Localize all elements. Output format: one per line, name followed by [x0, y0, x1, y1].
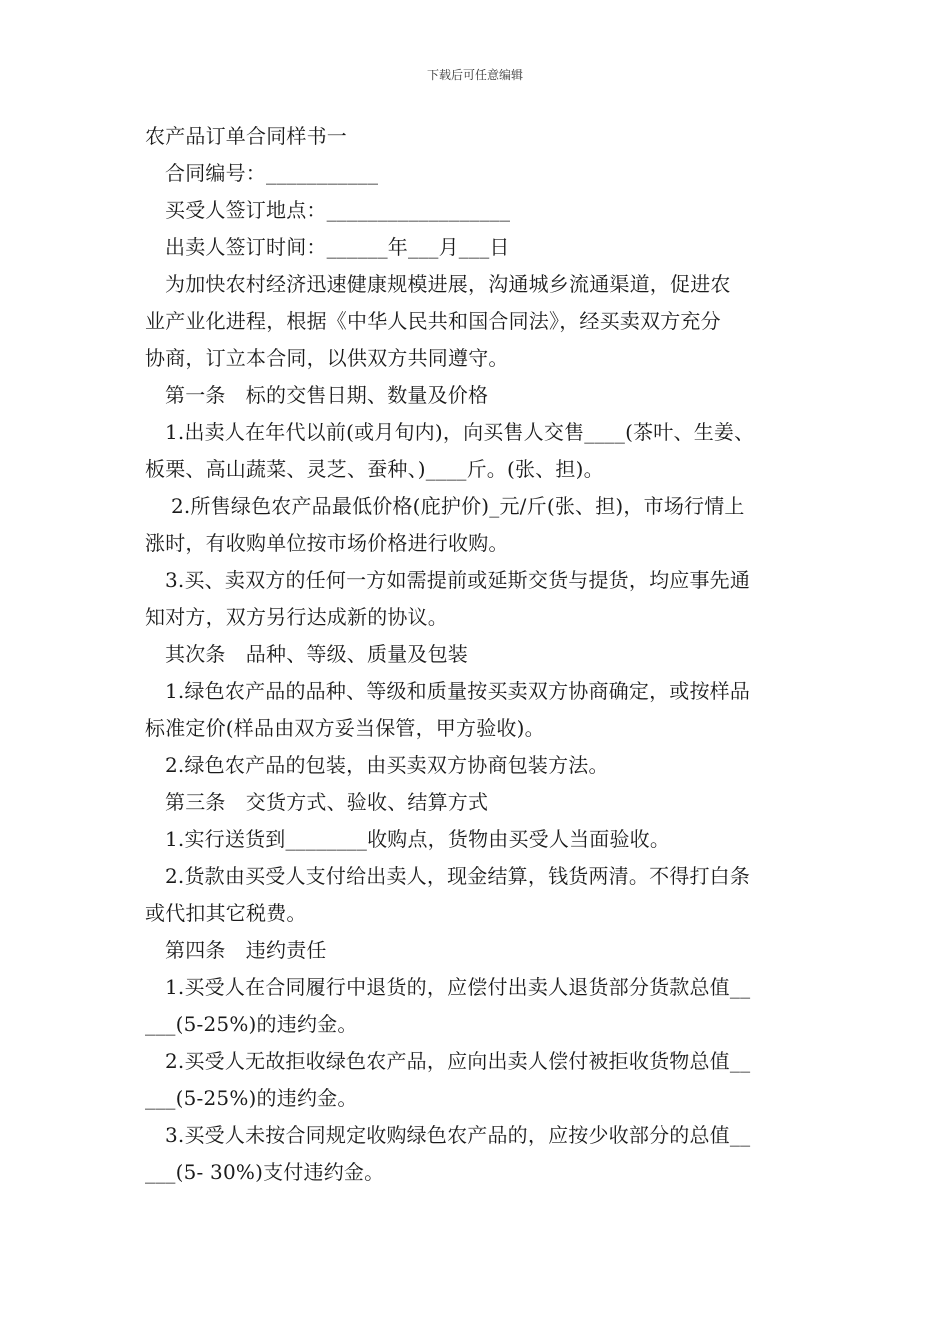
- clause-line: 1.绿色农产品的品种、等级和质量按买卖双方协商确定，或按样品: [165, 679, 751, 703]
- clause-line: 2.绿色农产品的包装，由买卖双方协商包装方法。: [165, 753, 609, 777]
- clause-line: 板栗、高山蔬菜、灵芝、蚕种、)____斤。(张、担)。: [145, 457, 604, 481]
- contract-number-line: 合同编号：___________: [165, 161, 379, 185]
- clause-line: 1.实行送货到________收购点，货物由买受人当面验收。: [165, 827, 671, 851]
- article-heading: 第三条 交货方式、验收、结算方式: [165, 790, 489, 814]
- clause-line: ___(5-25%)的违约金。: [145, 1012, 358, 1036]
- clause-line: 1.出卖人在年代以前(或月旬内)，向买售人交售____(茶叶、生姜、: [165, 420, 755, 444]
- preamble-line: 为加快农村经济迅速健康规模进展，沟通城乡流通渠道，促进农: [165, 272, 731, 296]
- clause-line: 1.买受人在合同履行中退货的，应偿付出卖人退货部分货款总值__: [165, 975, 751, 999]
- clause-line: ___(5- 30%)支付违约金。: [145, 1160, 385, 1184]
- preamble-line: 业产业化进程，根据《中华人民共和国合同法》，经买卖双方充分: [145, 309, 721, 333]
- clause-line: 2.货款由买受人支付给出卖人，现金结算，钱货两清。不得打白条: [165, 864, 751, 888]
- clause-line: 涨时，有收购单位按市场价格进行收购。: [145, 531, 509, 555]
- clause-line: 2.买受人无故拒收绿色农产品，应向出卖人偿付被拒收货物总值__: [165, 1049, 751, 1073]
- clause-line: 知对方，双方另行达成新的协议。: [145, 605, 448, 629]
- article-heading: 第四条 违约责任: [165, 938, 327, 962]
- clause-line: 3.买受人未按合同规定收购绿色农产品的，应按少收部分的总值__: [165, 1123, 751, 1147]
- page-header: 下载后可任意编辑: [426, 68, 523, 82]
- document-title: 农产品订单合同样书一: [145, 124, 347, 148]
- clause-line: 或代扣其它税费。: [145, 901, 307, 925]
- clause-line: 2.所售绿色农产品最低价格(庇护价)_元/斤(张、担)，市场行情上: [171, 494, 745, 518]
- document-body: [145, 118, 810, 1191]
- article-heading: 其次条 品种、等级、质量及包装: [165, 642, 468, 666]
- preamble-line: 协商，订立本合同，以供双方共同遵守。: [145, 346, 509, 370]
- clause-line: ___(5-25%)的违约金。: [145, 1086, 358, 1110]
- signing-time-line: 出卖人签订时间：______年___月___日: [165, 235, 510, 259]
- clause-line: 3.买、卖双方的任何一方如需提前或延斯交货与提货，均应事先通: [165, 568, 751, 592]
- article-heading: 第一条 标的交售日期、数量及价格: [165, 383, 489, 407]
- clause-line: 标准定价(样品由双方妥当保管，甲方验收)。: [145, 716, 545, 740]
- signing-place-line: 买受人签订地点：__________________: [165, 198, 511, 222]
